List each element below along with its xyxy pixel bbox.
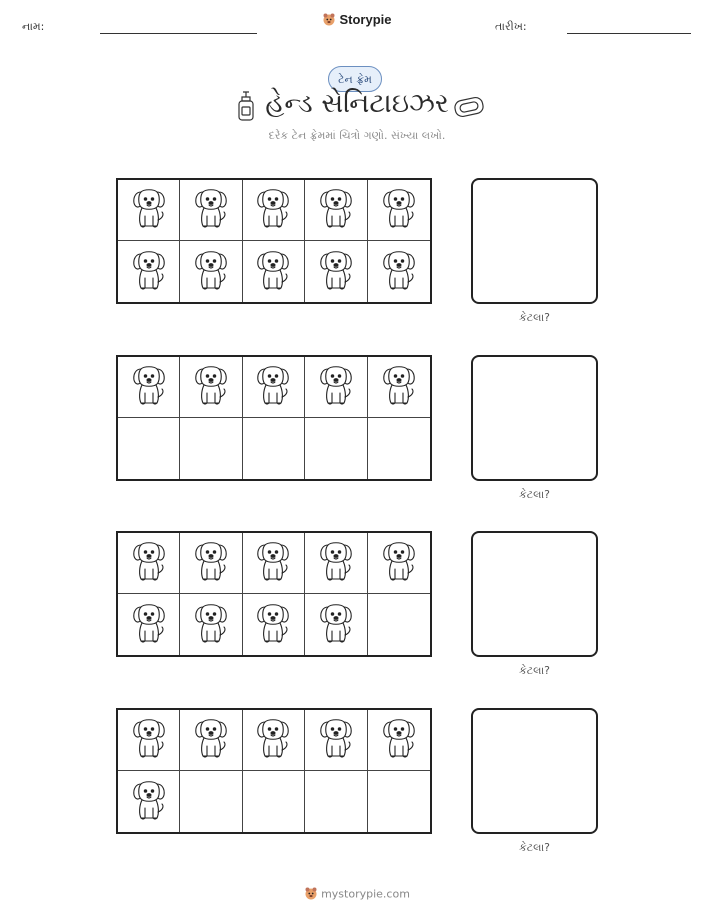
ten-frame-cell: [243, 418, 305, 479]
name-label: નામ:: [22, 20, 45, 33]
ten-frame-cell: [368, 594, 430, 655]
ten-frame: [116, 708, 432, 834]
ten-frame-cell: [305, 771, 367, 832]
how-many-label: કેટલા?: [518, 488, 551, 501]
answer-box[interactable]: [471, 355, 598, 481]
puppy-icon: [130, 716, 168, 764]
puppy-icon: [192, 601, 230, 649]
puppy-icon: [192, 539, 230, 587]
ten-frame-cell: [118, 357, 180, 418]
ten-frame-cell: [368, 771, 430, 832]
ten-frame-cell: [305, 357, 367, 418]
ten-frame: [116, 531, 432, 657]
ten-frame-cell: [180, 710, 242, 771]
puppy-icon: [254, 186, 292, 234]
ten-frame-cell: [368, 357, 430, 418]
storypie-footer-logo-icon: [304, 886, 318, 903]
puppy-icon: [380, 363, 418, 411]
ten-frame-cell: [180, 357, 242, 418]
how-many-label: કેટલા?: [518, 311, 551, 324]
ten-frame-cell: [180, 180, 242, 241]
ten-frame-cell: [305, 418, 367, 479]
ten-frame-cell: [368, 533, 430, 594]
ten-frame-cell: [118, 594, 180, 655]
ten-frame-cell: [180, 533, 242, 594]
answer-box[interactable]: [471, 708, 598, 834]
ten-frame-cell: [243, 241, 305, 302]
puppy-icon: [192, 186, 230, 234]
puppy-icon: [254, 363, 292, 411]
ten-frame-cell: [305, 180, 367, 241]
ten-frame-cell: [243, 533, 305, 594]
puppy-icon: [380, 716, 418, 764]
ten-frame: [116, 355, 432, 481]
answer-box[interactable]: [471, 531, 598, 657]
puppy-icon: [254, 539, 292, 587]
ten-frame-cell: [118, 710, 180, 771]
puppy-icon: [380, 248, 418, 296]
ten-frame-cell: [180, 241, 242, 302]
puppy-icon: [130, 186, 168, 234]
ten-frame-cell: [305, 594, 367, 655]
ten-frame-cell: [180, 771, 242, 832]
puppy-icon: [130, 363, 168, 411]
footer: [0, 886, 714, 903]
worksheet-title: હેન્ડ સેનિટાઇઝર: [265, 88, 449, 119]
ten-frame-cell: [180, 418, 242, 479]
ten-frame-cell: [243, 771, 305, 832]
date-label: તારીખ:: [495, 20, 527, 33]
ten-frame: [116, 178, 432, 304]
puppy-icon: [192, 363, 230, 411]
puppy-icon: [317, 186, 355, 234]
ten-frame-cell: [243, 710, 305, 771]
puppy-icon: [317, 716, 355, 764]
footer-url: mystorypie.com: [321, 887, 410, 901]
puppy-icon: [317, 539, 355, 587]
ten-frame-cell: [180, 594, 242, 655]
puppy-icon: [130, 248, 168, 296]
answer-box[interactable]: [471, 178, 598, 304]
ten-frame-cell: [118, 771, 180, 832]
puppy-icon: [317, 248, 355, 296]
how-many-label: કેટલા?: [518, 841, 551, 854]
name-line[interactable]: [100, 33, 257, 34]
brand-name: Storypie: [339, 12, 392, 27]
puppy-icon: [317, 601, 355, 649]
instruction-text: દરેક ટેન ફ્રેમમાં ચિત્રો ગણો. સંખ્યા લખો.: [268, 129, 446, 142]
storypie-logo-icon: [322, 12, 336, 29]
ten-frame-cell: [368, 241, 430, 302]
ten-frame-cell: [368, 418, 430, 479]
how-many-label: કેટલા?: [518, 664, 551, 677]
puppy-icon: [192, 248, 230, 296]
puppy-icon: [192, 716, 230, 764]
ten-frame-cell: [243, 357, 305, 418]
ten-frame-cell: [243, 594, 305, 655]
ten-frame-cell: [368, 710, 430, 771]
ten-frame-cell: [243, 180, 305, 241]
date-line[interactable]: [567, 33, 691, 34]
ten-frame-cell: [118, 180, 180, 241]
puppy-icon: [317, 363, 355, 411]
puppy-icon: [130, 539, 168, 587]
puppy-icon: [130, 778, 168, 826]
ten-frame-cell: [305, 710, 367, 771]
ten-frame-cell: [118, 418, 180, 479]
ten-frame-cell: [118, 533, 180, 594]
puppy-icon: [254, 248, 292, 296]
puppy-icon: [380, 539, 418, 587]
puppy-icon: [130, 601, 168, 649]
ten-frame-badge: ટેન ફ્રેમ: [328, 66, 382, 92]
puppy-icon: [254, 716, 292, 764]
ten-frame-cell: [368, 180, 430, 241]
ten-frame-cell: [305, 533, 367, 594]
soap-bar-icon: [453, 96, 485, 122]
puppy-icon: [254, 601, 292, 649]
ten-frame-cell: [305, 241, 367, 302]
brand-logo: [0, 12, 714, 29]
ten-frame-cell: [118, 241, 180, 302]
puppy-icon: [380, 186, 418, 234]
